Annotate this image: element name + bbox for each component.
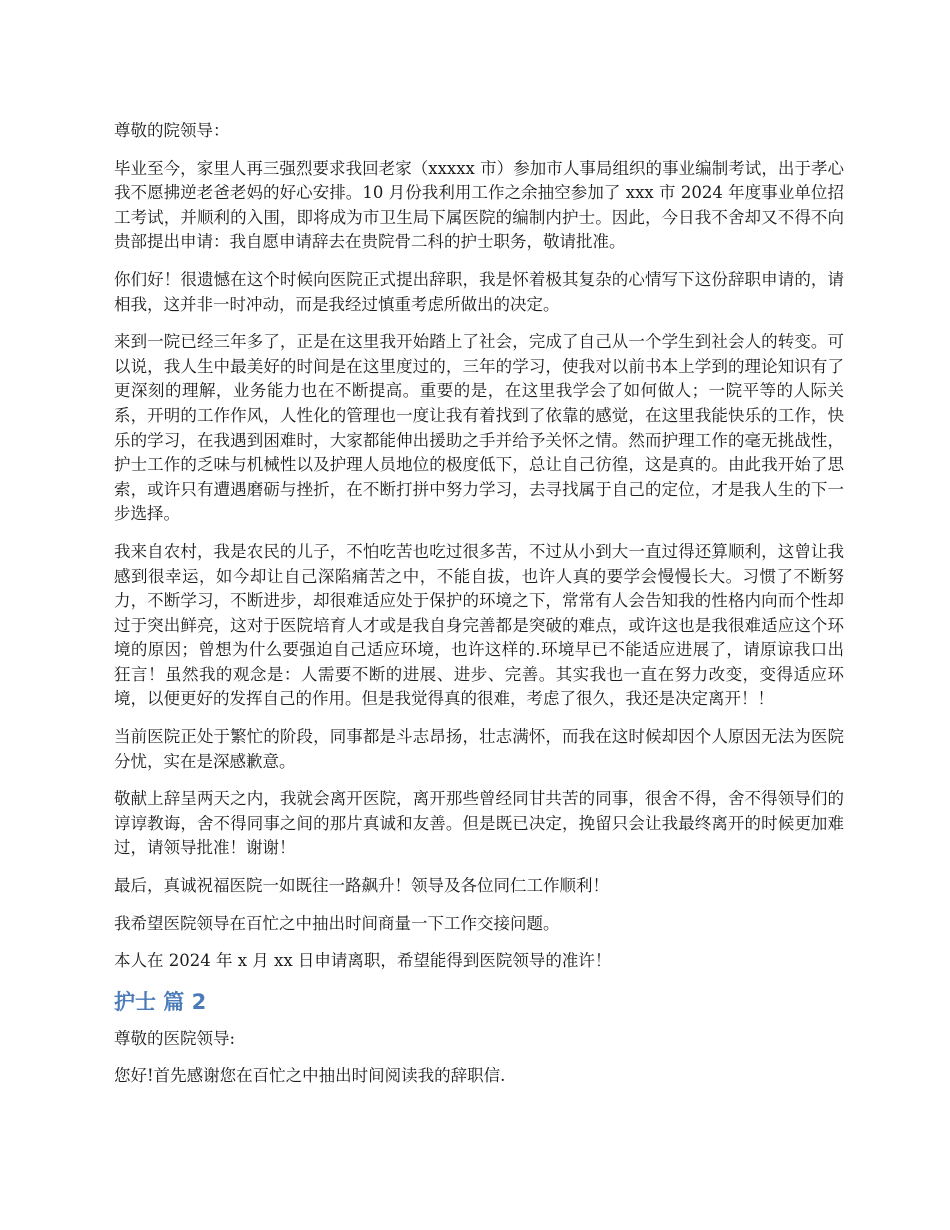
- section-body-paragraph: 您好!首先感谢您在百忙之中抽出时间阅读我的辞职信.: [114, 1066, 506, 1086]
- body-paragraph: 毕业至今，家里人再三强烈要求我回老家（xxxxx 市）参加市人事局组织的事业编制考试，出于孝心我不愿拂逆老爸老妈的好心安排。10 月份我利用工作之余抽空参加了 xxx 市 2024 年度事业单位招工考试，并顺利的入围，即将成为市卫生局下属医院的编制内护士。因此，今日我不舍却又不得不向贵部提出申请：我自愿申请辞去在贵院骨二科的护士职务，敬请批准。: [114, 158, 844, 252]
- salutation: 尊敬的院领导：: [114, 121, 230, 140]
- section-heading: 护士 篇 2: [114, 989, 207, 1014]
- document-page: [114, 119, 844, 1102]
- body-paragraph: 我希望医院领导在百忙之中抽出时间商量一下工作交接问题。: [114, 913, 560, 933]
- body-paragraph: 敬献上辞呈两天之内，我就会离开医院，离开那些曾经同甘共苦的同事，很舍不得，舍不得领导们的谆谆教诲，舍不得同事之间的那片真诚和友善。但是既已决定，挽留只会让我最终离开的时候更加难过，请领导批准！谢谢！: [114, 789, 844, 858]
- body-paragraph: 本人在 2024 年 x 月 xx 日申请离职，希望能得到医院领导的准许！: [114, 951, 612, 971]
- body-paragraph: 当前医院正处于繁忙的阶段，同事都是斗志昂扬，壮志满怀，而我在这时候却因个人原因无法为医院分忧，实在是深感歉意。: [114, 727, 844, 771]
- section-salutation: 尊敬的医院领导:: [114, 1028, 236, 1048]
- body-paragraph: 我来自农村，我是农民的儿子，不怕吃苦也吃过很多苦，不过从小到大一直过得还算顺利，这曾让我感到很幸运，如今却让自己深陷痛苦之中，不能自拔，也许人真的要学会慢慢长大。习惯了不断努力，不断学习，不断进步，却很难适应处于保护的环境之下，常常有人会告知我的性格内向而个性却过于突出鲜亮，这对于医院培育人才或是我自身完善都是突破的难点，或许这也是我很难适应这个环境的原因；曾想为什么要强迫自己适应环境，也许这样的.环境早已不能适应进展了，请原谅我口出狂言！虽然我的观念是：人需要不断的进展、进步、完善。其实我也一直在努力改变，变得适应环境，以便更好的发挥自己的作用。但是我觉得真的很难，考虑了很久，我还是决定离开！！: [114, 541, 844, 709]
- body-paragraph: 你们好！很遗憾在这个时候向医院正式提出辞职，我是怀着极其复杂的心情写下这份辞职申请的，请相我，这并非一时冲动，而是我经过慎重考虑所做出的决定。: [114, 269, 844, 314]
- body-paragraph: 来到一院已经三年多了，正是在这里我开始踏上了社会，完成了自己从一个学生到社会人的转变。可以说，我人生中最美好的时间是在这里度过的，三年的学习，使我对以前书本上学到的理论知识有了更深刻的理解，业务能力也在不断提高。重要的是，在这里我学会了如何做人；一院平等的人际关系，开明的工作作风，人性化的管理也一度让我有着找到了依靠的感觉，在这里我能快乐的工作，快乐的学习，在我遇到困难时，大家都能伸出援助之手并给予关怀之情。然而护理工作的毫无挑战性，护士工作的乏味与机械性以及护理人员地位的极度低下，总让自己彷徨，这是真的。由此我开始了思索，或许只有遭遇磨砺与挫折，在不断打拼中努力学习，去寻找属于自己的定位，才是我人生的下一步选择。: [114, 332, 844, 524]
- body-paragraph: 最后，真诚祝福医院一如既往一路飙升！领导及各位同仁工作顺利！: [114, 876, 609, 896]
